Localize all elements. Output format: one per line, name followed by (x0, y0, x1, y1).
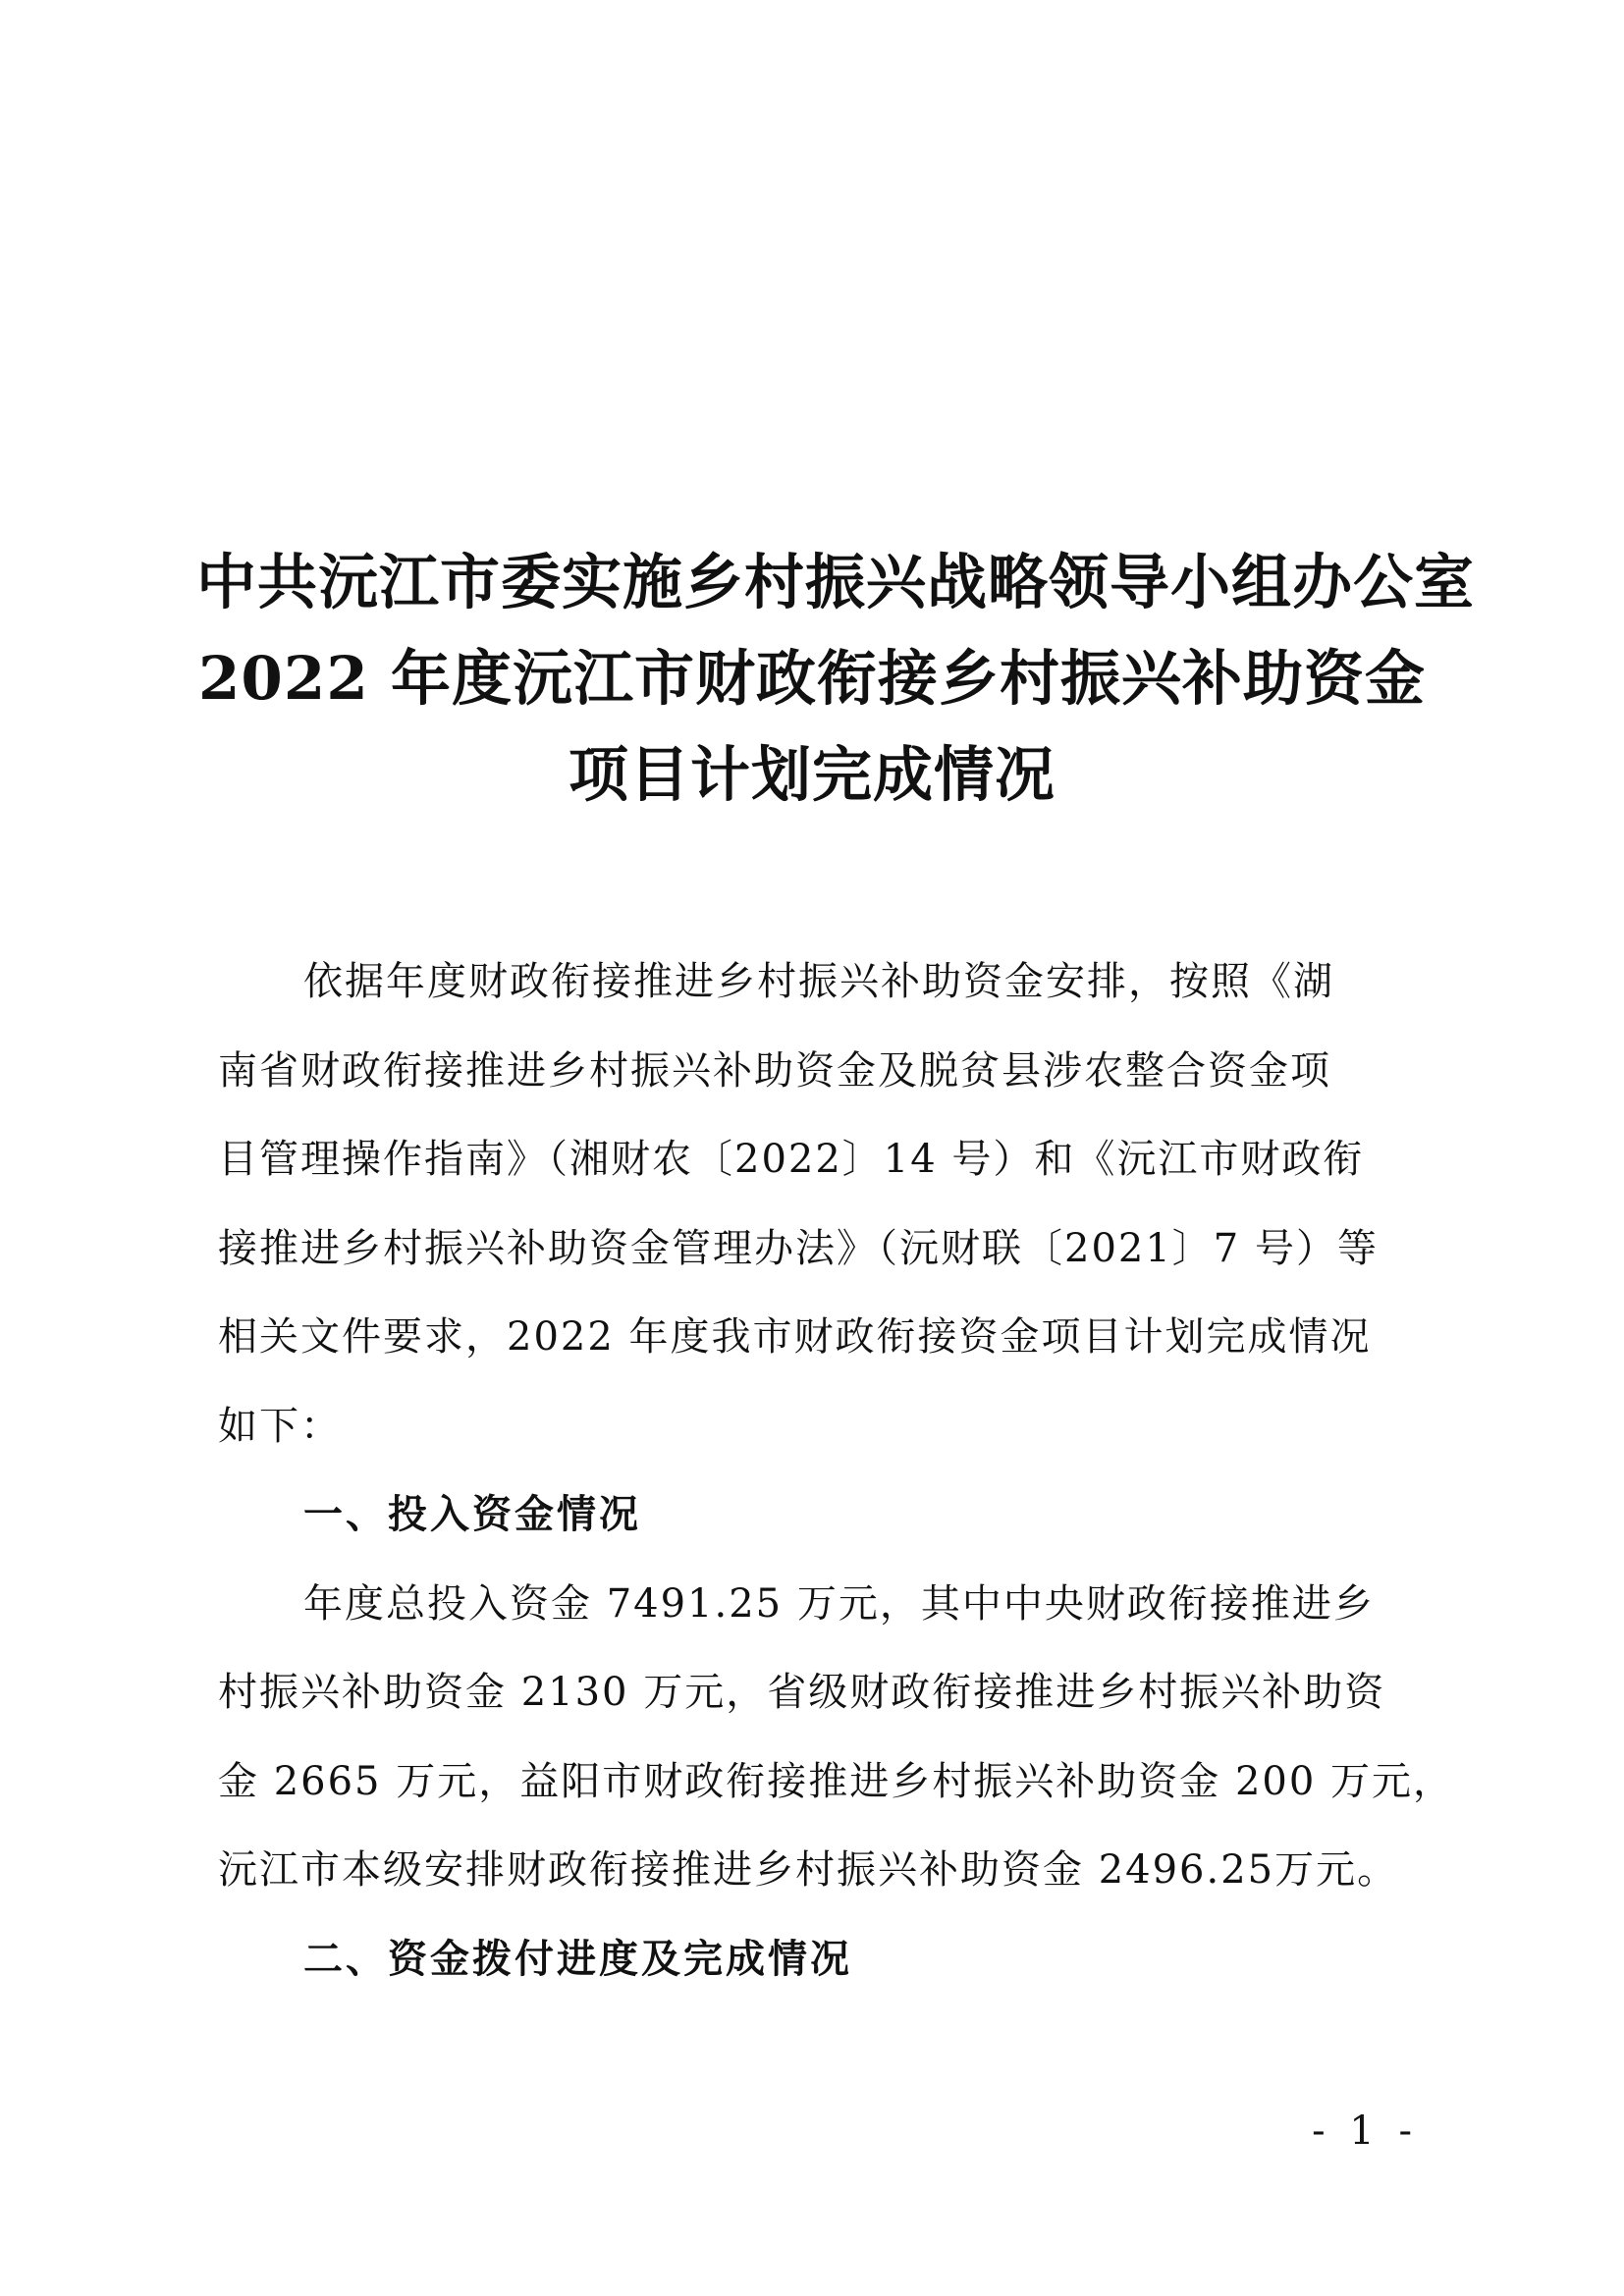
intro-line-5: 相关文件要求，2022 年度我市财政衔接资金项目计划完成情况 (218, 1314, 1372, 1360)
section-1-heading: 一、投入资金情况 (303, 1492, 641, 1537)
intro-line-1: 依据年度财政衔接推进乡村振兴补助资金安排，按照《湖 (303, 959, 1334, 1004)
document-body (218, 937, 1455, 2003)
title-line-3: 项目计划完成情况 (568, 740, 1056, 810)
section-1-line-4: 沅江市本级安排财政衔接推进乡村振兴补助资金 2496.25万元。 (218, 1847, 1399, 1893)
section-1-paragraph (218, 1560, 1455, 1915)
intro-paragraph (218, 937, 1435, 1470)
intro-line-3: 目管理操作指南》（湘财农〔2022〕14 号）和《沅江市财政衔 (218, 1137, 1365, 1182)
title-line-1: 中共沅江市委实施乡村振兴战略领导小组办公室 (196, 548, 1476, 617)
intro-line-6: 如下： (218, 1403, 342, 1449)
section-2-heading: 二、资金拨付进度及完成情况 (303, 1936, 852, 1982)
intro-line-2: 南省财政衔接推进乡村振兴补助资金及脱贫县涉农整合资金项 (218, 1047, 1331, 1094)
page-number: - 1 - (1312, 2109, 1418, 2154)
intro-line-4: 接推进乡村振兴补助资金管理办法》（沅财联〔2021〕7 号）等 (218, 1225, 1379, 1271)
section-1-line-3: 金 2665 万元，益阳市财政衔接推进乡村振兴补助资金 200 万元， (218, 1758, 1455, 1804)
document-title (196, 535, 1476, 824)
section-1-line-1: 年度总投入资金 7491.25 万元，其中中央财政衔接推进乡 (303, 1580, 1375, 1627)
section-1-line-2: 村振兴补助资金 2130 万元，省级财政衔接推进乡村振兴补助资 (218, 1670, 1386, 1715)
title-line-2: 2022 年度沅江市财政衔接乡村振兴补助资金 (197, 644, 1426, 714)
